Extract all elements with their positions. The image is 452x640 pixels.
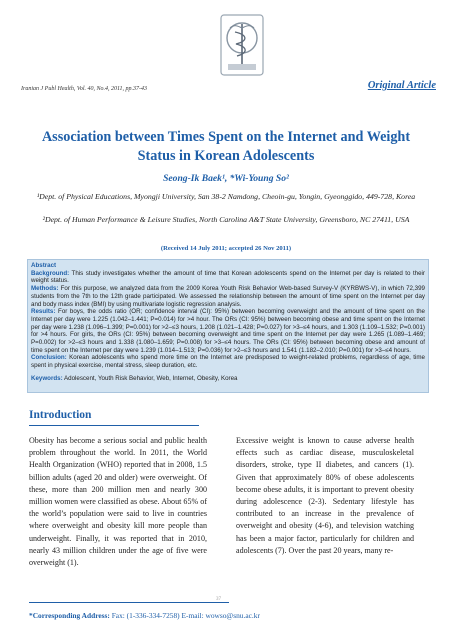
footnote-divider [29,602,229,603]
abstract-heading: Abstract [31,262,57,269]
abstract-box [27,259,429,393]
title-line-1: Association between Times Spent on the Internet and Weight [41,129,411,145]
abstract-methods: Methods: For this purpose, we analyzed data from the 2009 Korea Youth Risk Behavior Web-based Survey-V (KYRBWS-V), in which 72,399 students from the 7th to the 12th grade participated. We assessed the relationship between the amount of time spent on the Internet per day and body mass index (BMI) by using multivariate logistic regression analysis. [31,285,425,308]
abstract-conclusion: Conclusion: Korean adolescents who spend more time on the Internet are predisposed to weight-related problems, regardless of age, time spent in physical exercise, mental stress, sleep duration, etc. [31,354,425,370]
abstract-background: Background: This study investigates whether the amount of time that Korean adolescents spend on the Internet per day is related to their weight status. [31,269,425,285]
author-list: Seong-Ik Baek¹, *Wi-Young So² [163,173,289,184]
journal-reference: Iranian J Publ Health, Vol. 40, No.4, 2011, pp.37-43 [21,86,148,92]
abstract-keywords: Keywords: Adolescent, Youth Risk Behavior, Web, Internet, Obesity, Korea [31,374,238,382]
received-dates: (Received 14 July 2011; accepted 26 Nov 2011) [160,245,292,252]
title-line-2: Status in Korean Adolescents [137,148,315,164]
affiliation-1: ¹Dept. of Physical Educations, Myongji University, San 38-2 Namdong, Cheoin-gu, Yongin, Gyeonggido, 449-728, Korea [36,192,416,201]
corresponding-address: *Corresponding Address: Fax: (1-336-334-7258) E-mail: wowso@snu.ac.kr [29,611,260,620]
journal-logo-icon [220,14,264,76]
heading-divider [29,425,199,426]
abstract-results: Results: For boys, the odds ratio (OR; confidence interval (CI): 95%) between becoming overweight and the amount of time spent on the Internet per day were 1.225 (1.042–1.441; P=0.014) for >4 hour. The ORs (CI: 95%) between becoming obese and time spent on the Internet per day were 1.238 (1.096–1.399; P=0.001) for >2–≤3 hours, 1.208 (1.021–1.428; P=0.027) for >3–≤4 hours, and 1.303 (1.109–1.532; P=0.001) for >4 hours. For girls, the ORs (CI: 95%) between becoming overweight and time spent on the Internet per day were 1.265 (1.089–1.469; P=0.002) for >2–≤3 hours and 1.338 (1.080–1.659; P=0.008) for >3–≤4 hours. The ORs (CI: 95%) between becoming obese and amount of time spent on the Internet per day were 1.239 (1.014–1.513; P=0.036) for >2–≤3 hours and 1.541 (1.182–2.010; P=0.001) for >3–≤4 hours. [31,308,425,354]
article-type-label: Original Article [367,80,436,91]
introduction-right-column: Excessive weight is known to cause adverse health effects such as cardiac disease, musculoskeletal disorders, stroke, type II diabetes, and cancers (1). Given that approximately 80% of obese adolescents become obese adults, it is important to prevent obesity during adolescence (2-3). Sedentary lifestyle has contributed to an increase in the prevalence of overweight and obesity (4-6), and television watching has been a major factor, particularly for children and adolescents (7). Over the past 20 years, many re- [236,436,414,555]
page-number: 37 [216,597,221,602]
article-title [20,128,432,166]
introduction-heading: Introduction [29,409,92,421]
introduction-left-column: Obesity has become a serious social and public health problem throughout the world. In 2011, the World Health Organization (WHO) reported that in 2008, 1.5 billion adults (aged 20 and older) were overweight. Of these, more than 200 million men and nearly 300 million women were classified as obese. About 65% of the world’s population were said to live in countries where overweight and obesity kill more people than underweight. Finally, it was reported that in 2010, nearly 43 million children under the age of five were overweight (1). [29,436,207,568]
affiliation-2: ²Dept. of Human Performance & Leisure Studies, North Carolina A&T State University, Greensboro, NC 27411, USA [42,215,410,224]
